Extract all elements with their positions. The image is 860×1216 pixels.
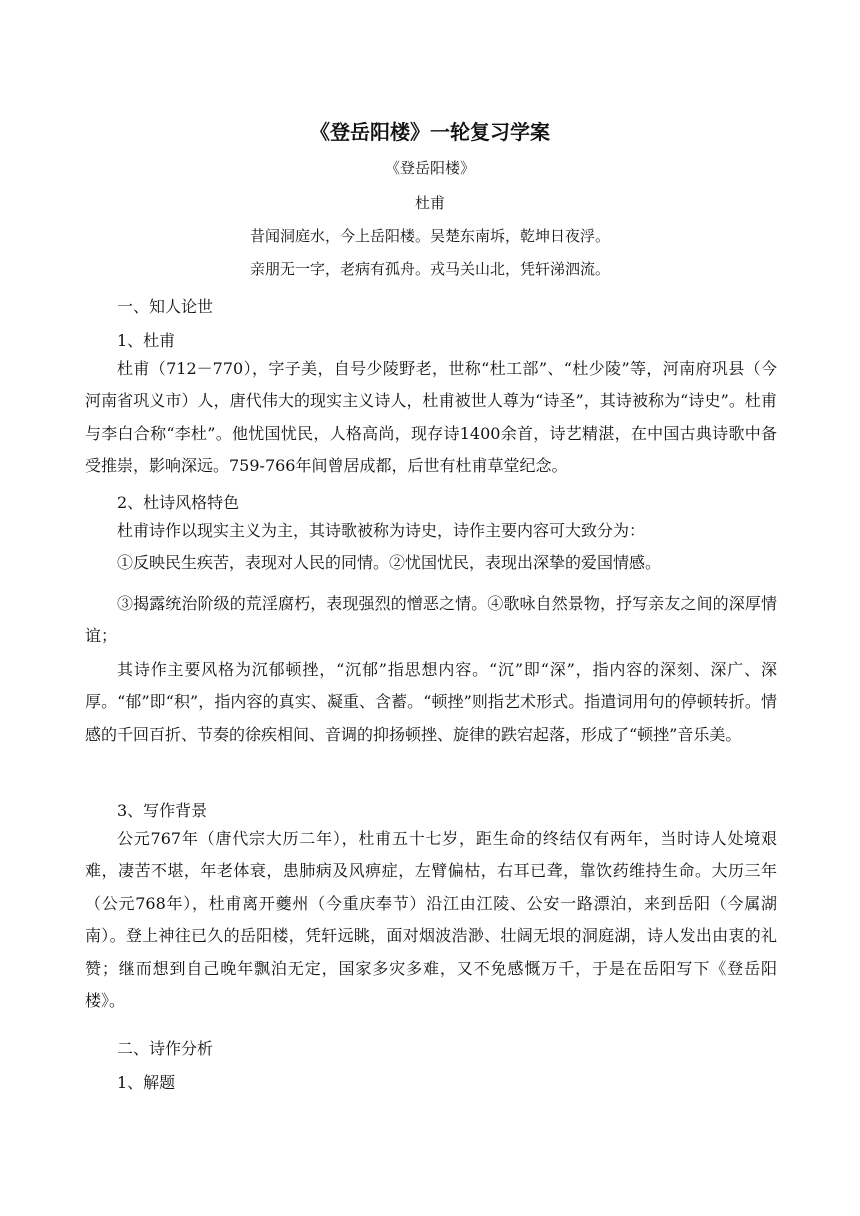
paragraph-du-fu-bio: 杜甫（712－770），字子美，自号少陵野老，世称“杜工部”、“杜少陵”等，河南府巩县（今河南省巩义市）人，唐代伟大的现实主义诗人，杜甫被世人尊为“诗圣”，其诗被称为“诗史”。杜甫与李白合称“李杜”。他忧国忧民，人格高尚，现存诗1400余首，诗艺精湛，在中国古典诗歌中备受推崇，影响深远。759-766年间曾居成都，后世有杜甫草堂纪念。 bbox=[85, 359, 777, 476]
paragraph-style-analysis: 其诗作主要风格为沉郁顿挫，“沉郁”指思想内容。“沉”即“深”，指内容的深刻、深广、深厚。“郁”即“积”，指内容的真实、凝重、含蓄。“顿挫”则指艺术形式。指遣词用句的停顿转折。情感的千回百折、节奏的徐疾相间、音调的抑扬顿挫、旋律的跌宕起落，形成了“顿挫”音乐美。 bbox=[85, 660, 777, 744]
section1-sub1: 1、杜甫 bbox=[117, 331, 176, 350]
paragraph-content-2: ③揭露统治阶级的荒淫腐朽，表现强烈的憎恶之情。④歌咏自然景物，抒写亲友之间的深厚情谊； bbox=[85, 594, 777, 646]
section1-heading: 一、知人论世 bbox=[117, 297, 214, 316]
paragraph-content-1: ①反映民生疾苦，表现对人民的同情。②忧国忧民，表现出深挚的爱国情感。 bbox=[117, 553, 662, 572]
poem-author: 杜甫 bbox=[414, 194, 445, 212]
section1-sub2: 2、杜诗风格特色 bbox=[117, 493, 240, 512]
paragraph-style-intro: 杜甫诗作以现实主义为主，其诗歌被称为诗史，诗作主要内容可大致分为： bbox=[117, 521, 646, 540]
section2-sub1: 1、解题 bbox=[117, 1073, 176, 1092]
paragraph-background: 公元767年（唐代宗大历二年），杜甫五十七岁，距生命的终结仅有两年，当时诗人处境艰难，凄苦不堪，年老体衰，患肺病及风痹症，左臂偏枯，右耳已聋，靠饮药维持生命。大历三年（公元768年），杜甫离开夔州（今重庆奉节）沿江由江陵、公安一路漂泊，来到岳阳（今属湖南）。登上神往已久的岳阳楼，凭轩远眺，面对烟波浩渺、壮阔无垠的洞庭湖，诗人发出由衷的礼赞；继而想到自己晚年飘泊无定，国家多灾多难，又不免感慨万千，于是在岳阳写下《登岳阳楼》。 bbox=[85, 829, 777, 1011]
poem-line-2: 亲朋无一字，老病有孤舟。戎马关山北，凭轩涕泗流。 bbox=[249, 260, 610, 278]
section1-sub3: 3、写作背景 bbox=[117, 801, 208, 820]
section2-heading: 二、诗作分析 bbox=[117, 1039, 214, 1058]
document-title: 《登岳阳楼》一轮复习学案 bbox=[310, 120, 550, 144]
poem-title: 《登岳阳楼》 bbox=[384, 159, 475, 177]
poem-line-1: 昔闻洞庭水，今上岳阳楼。吴楚东南坼，乾坤日夜浮。 bbox=[249, 227, 610, 245]
